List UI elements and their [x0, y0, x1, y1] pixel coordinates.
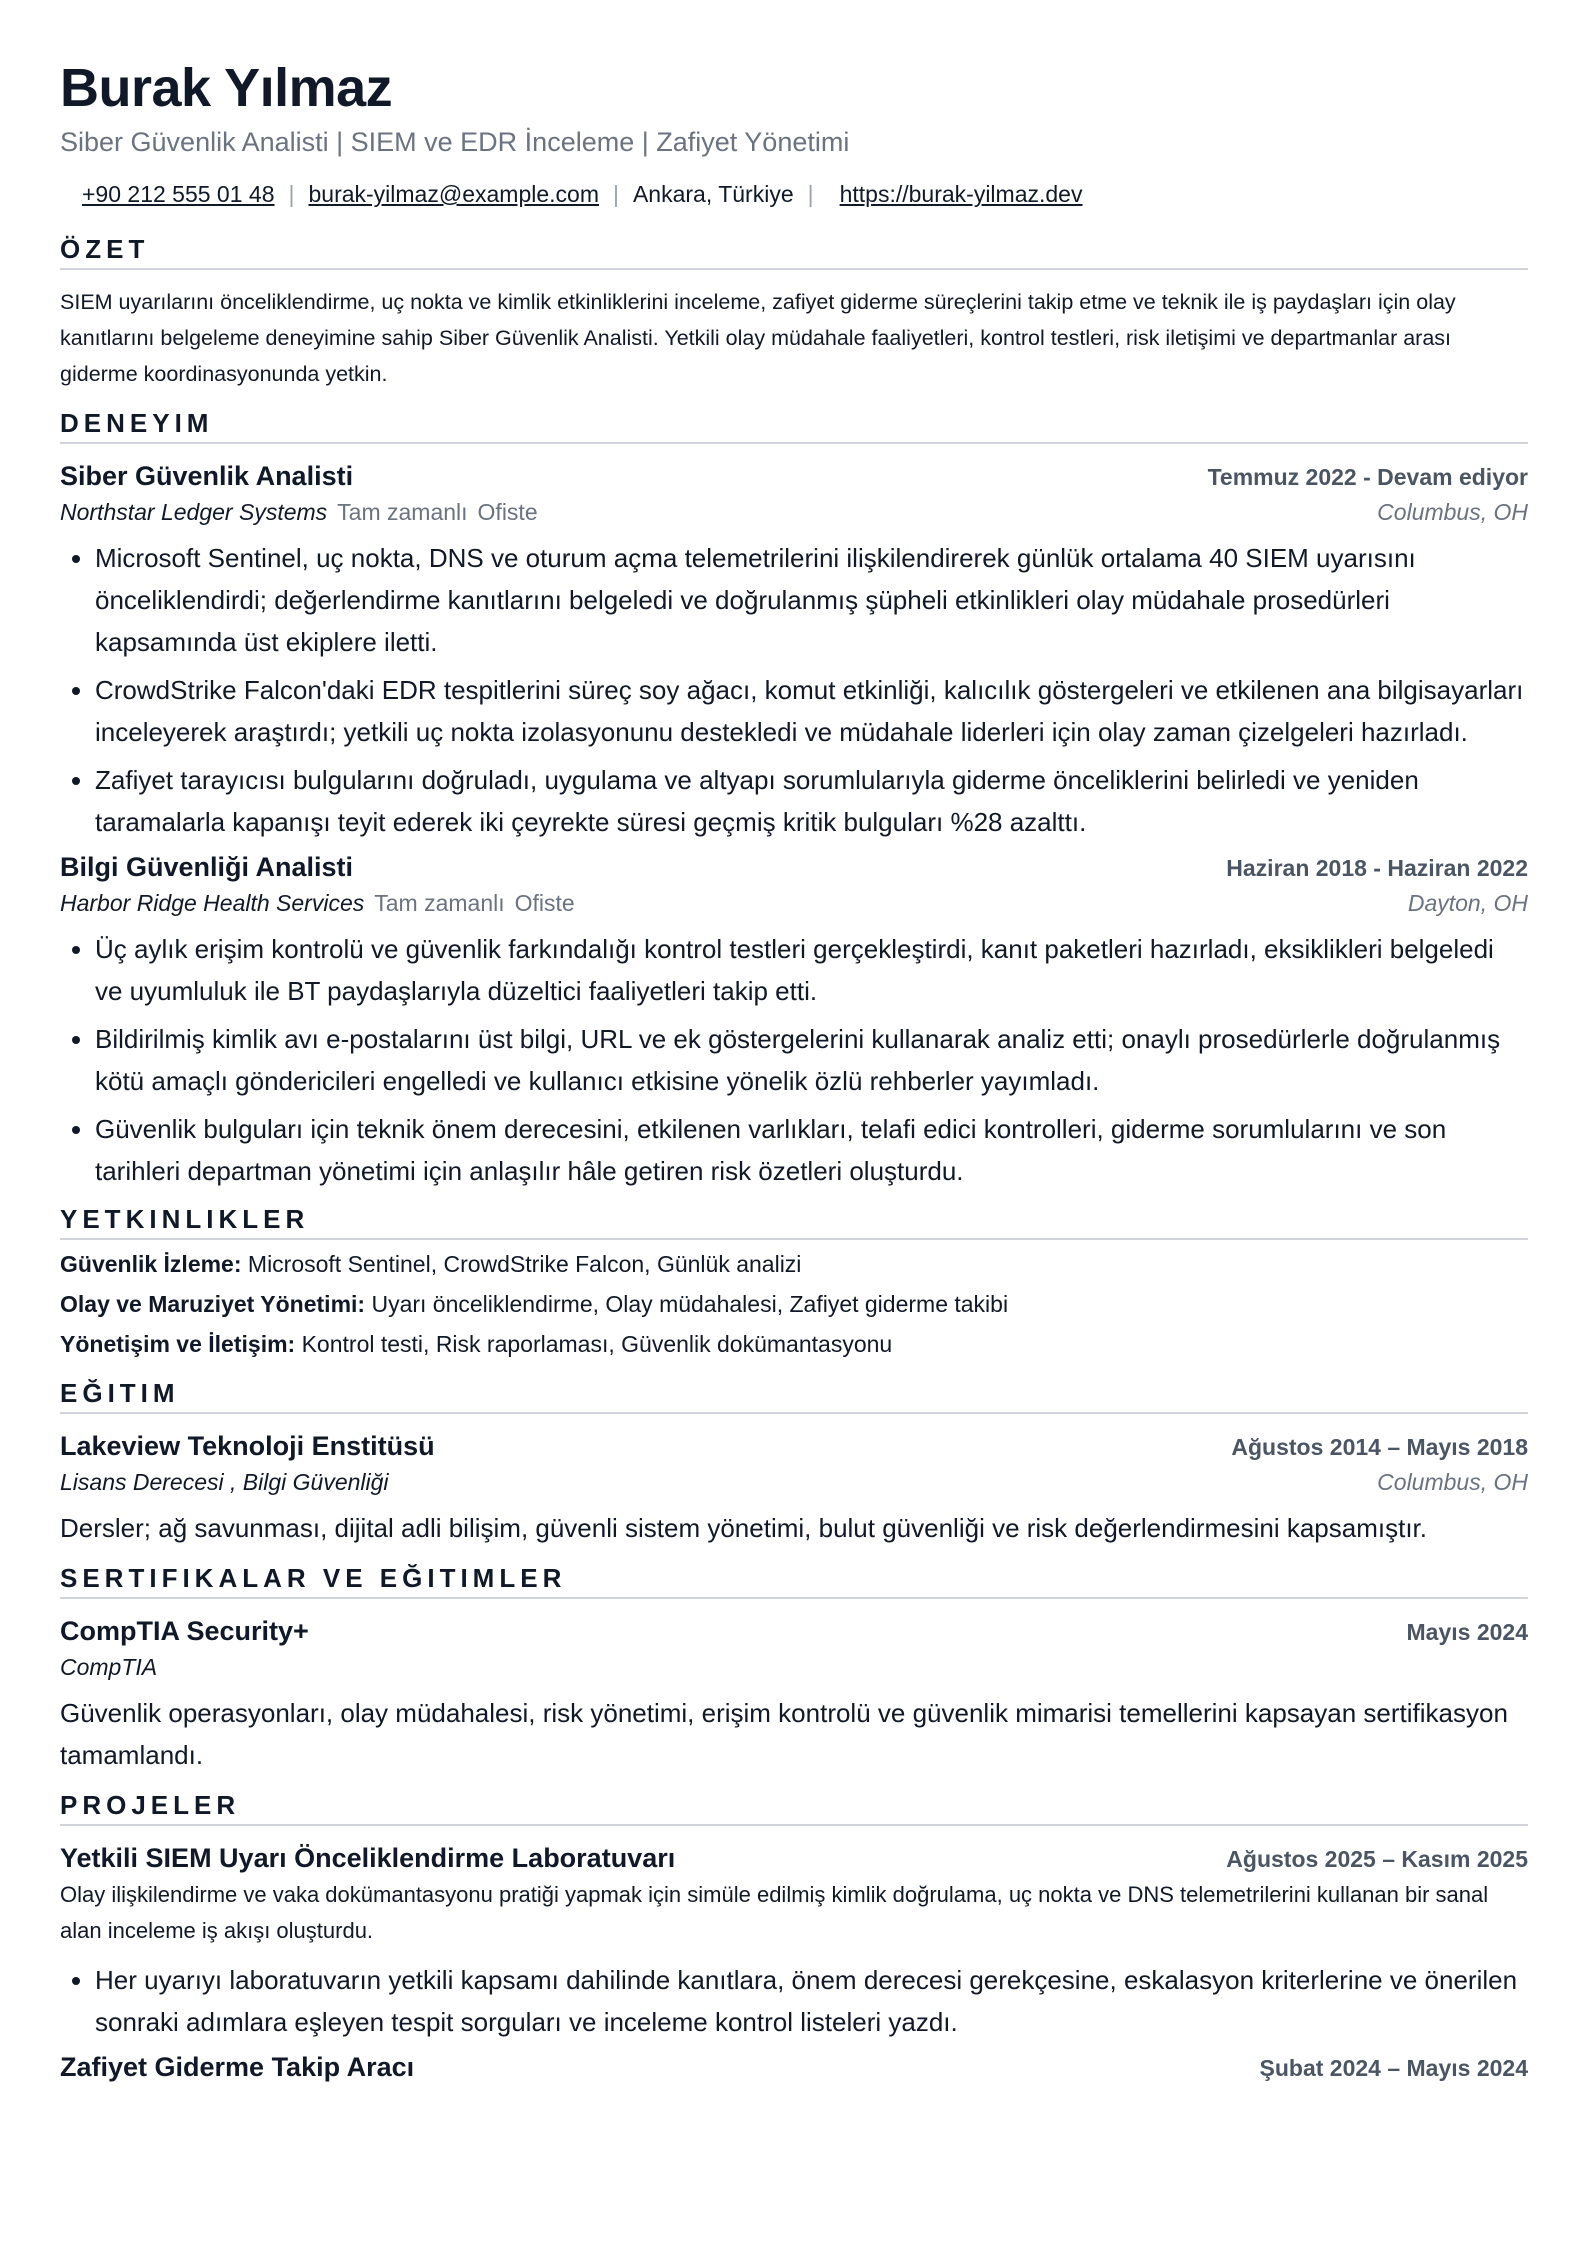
skill-row [60, 1244, 1528, 1284]
contact-bar [60, 178, 1528, 210]
school-name: Lakeview Teknoloji Enstitüsü [60, 1431, 435, 1461]
job-location: Columbus, OH [1377, 499, 1528, 525]
experience-heading: DENEYIM [60, 406, 1528, 444]
bullet-item: • Her uyarıyı laboratuvarın yetkili kapsamı dahilinde kanıtlara, önem derecesi gerekçesine, eskalasyon kriterlerine ve önerilen sonraki adımlara eşleyen tespit sorguları ve inceleme kontrol listeleri yazdı. [95, 1959, 1528, 2043]
contact-separator: | [612, 181, 619, 207]
education-description: Dersler; ağ savunması, dijital adli bilişim, güvenli sistem yönetimi, bulut güvenliği ve risk değerlendirmesini kapsamıştır. [60, 1513, 1428, 1543]
summary-section [60, 232, 1528, 392]
company-name: Northstar Ledger Systems [60, 499, 328, 525]
skill-row [60, 1284, 1528, 1324]
skill-label: Olay ve Maruziyet Yönetimi: [60, 1291, 366, 1317]
certification-name: CompTIA Security+ [60, 1616, 309, 1646]
contact-separator: | [807, 181, 814, 207]
skills-heading: YETKINLIKLER [60, 1202, 1528, 1240]
project-name: Yetkili SIEM Uyarı Önceliklendirme Laboratuvarı [60, 1843, 676, 1873]
job-location: Dayton, OH [1407, 890, 1528, 916]
location-text: Ankara, Türkiye [632, 181, 794, 207]
candidate-name: Burak Yılmaz [60, 58, 393, 118]
projects-section [60, 1788, 1528, 2086]
contact-separator: | [288, 181, 295, 207]
projects-heading: PROJELER [60, 1788, 1528, 1826]
employment-type: Tam zamanlı [374, 890, 505, 916]
certification-issuer: CompTIA [60, 1654, 158, 1680]
certification-description: Güvenlik operasyonları, olay müdahalesi, risk yönetimi, erişim kontrolü ve güvenlik mimarisi temellerini kapsayan sertifikasyon tamamlandı. [60, 1698, 1508, 1770]
certifications-heading: SERTIFIKALAR VE EĞITIMLER [60, 1561, 1528, 1599]
bullet-item: • Zafiyet tarayıcısı bulgularını doğruladı, uygulama ve altyapı sorumlularıyla giderme önceliklerini belirledi ve yeniden taramalarla kapanışı teyit ederek iki çeyrekte süresi geçmiş kritik bulguları %28 azalttı. [95, 759, 1528, 843]
certifications-section [60, 1561, 1528, 1776]
project-entry [60, 1840, 1528, 2043]
skill-row [60, 1324, 1528, 1364]
employment-type: Tam zamanlı [337, 499, 468, 525]
project-bullets [60, 1959, 1528, 2043]
job-dates: Haziran 2018 - Haziran 2022 [1226, 855, 1528, 881]
skill-label: Yönetişim ve İletişim: [60, 1331, 296, 1357]
bullet-item: • CrowdStrike Falcon'daki EDR tespitlerini süreç soy ağacı, komut etkinliği, kalıcılık göstergeleri ve etkilenen ana bilgisayarları inceleyerek araştırdı; yetkili uç nokta izolasyonunu destekledi ve müdahale liderleri için olay zaman çizelgeleri hazırladı. [95, 669, 1528, 753]
project-entry [60, 2049, 1528, 2086]
job-entry [60, 458, 1528, 843]
project-dates: Ağustos 2025 – Kasım 2025 [1226, 1846, 1528, 1872]
job-title: Siber Güvenlik Analisti [60, 461, 354, 491]
certification-entry [60, 1613, 1528, 1776]
email-link[interactable]: burak-yilmaz@example.com [308, 181, 599, 207]
project-name: Zafiyet Giderme Takip Aracı [60, 2052, 415, 2082]
skills-section [60, 1202, 1528, 1364]
skill-value: Uyarı önceliklendirme, Olay müdahalesi, Zafiyet giderme takibi [371, 1291, 1009, 1317]
project-description: Olay ilişkilendirme ve vaka dokümantasyonu pratiği yapmak için simüle edilmiş kimlik doğrulama, uç nokta ve DNS telemetrilerini kullanan bir sanal alan inceleme iş akışı oluşturdu. [60, 1882, 1489, 1943]
bullet-item: • Bildirilmiş kimlik avı e-postalarını üst bilgi, URL ve ek göstergelerini kullanarak analiz etti; onaylı prosedürlerle doğrulanmış kötü amaçlı göndericileri engelledi ve kullanıcı etkisine yönelik özlü rehberler yayımladı. [95, 1018, 1528, 1102]
work-mode: Ofiste [477, 499, 538, 525]
headline: Siber Güvenlik Analisti | SIEM ve EDR İnceleme | Zafiyet Yönetimi [60, 127, 850, 157]
skill-label: Güvenlik İzleme: [60, 1251, 242, 1277]
summary-text: SIEM uyarılarını önceliklendirme, uç nokta ve kimlik etkinliklerini inceleme, zafiyet giderme süreçlerini takip etme ve teknik ile iş paydaşları için olay kanıtlarını belgeleme deneyimine sahip Siber Güvenlik Analisti. Yetkili olay müdahale faaliyetleri, kontrol testleri, risk iletişimi ve departmanlar arası giderme koordinasyonunda yetkin. [60, 290, 1456, 386]
bullet-item: • Güvenlik bulguları için teknik önem derecesini, etkilenen varlıkları, telafi edici kontrolleri, giderme sorumlularını ve son tarihleri departman yönetimi için anlaşılır hâle getiren risk özetleri oluşturdu. [95, 1108, 1528, 1192]
job-entry [60, 849, 1528, 1192]
work-mode: Ofiste [514, 890, 575, 916]
education-dates: Ağustos 2014 – Mayıs 2018 [1231, 1434, 1528, 1460]
project-dates: Şubat 2024 – Mayıs 2024 [1259, 2055, 1528, 2081]
education-location: Columbus, OH [1377, 1469, 1528, 1495]
job-bullets [60, 928, 1528, 1192]
job-dates: Temmuz 2022 - Devam ediyor [1207, 464, 1528, 490]
skill-value: Kontrol testi, Risk raporlaması, Güvenlik dokümantasyonu [301, 1331, 893, 1357]
job-title: Bilgi Güvenliği Analisti [60, 852, 354, 882]
summary-heading: ÖZET [60, 232, 1528, 270]
degree-text: Lisans Derecesi , Bilgi Güvenliği [60, 1469, 389, 1495]
skill-value: Microsoft Sentinel, CrowdStrike Falcon, Günlük analizi [247, 1251, 802, 1277]
certification-date: Mayıs 2024 [1406, 1619, 1528, 1645]
experience-section [60, 406, 1528, 1192]
website-link[interactable]: https://burak-yilmaz.dev [839, 181, 1083, 207]
company-name: Harbor Ridge Health Services [60, 890, 365, 916]
bullet-item: • Üç aylık erişim kontrolü ve güvenlik farkındalığı kontrol testleri gerçekleştirdi, kanıt paketleri hazırladı, eksiklikleri belgeledi ve uyumluluk ile BT paydaşlarıyla düzeltici faaliyetleri takip etti. [95, 928, 1528, 1012]
education-heading: EĞITIM [60, 1376, 1528, 1414]
education-entry [60, 1428, 1528, 1549]
bullet-item: • Microsoft Sentinel, uç nokta, DNS ve oturum açma telemetrilerini ilişkilendirerek günlük ortalama 40 SIEM uyarısını önceliklendirdi; değerlendirme kanıtlarını belgeledi ve doğrulanmış şüpheli etkinlikleri olay müdahale prosedürleri kapsamında üst ekiplere iletti. [95, 537, 1528, 663]
education-section [60, 1376, 1528, 1549]
job-bullets [60, 537, 1528, 843]
phone-link[interactable]: +90 212 555 01 48 [82, 181, 275, 207]
